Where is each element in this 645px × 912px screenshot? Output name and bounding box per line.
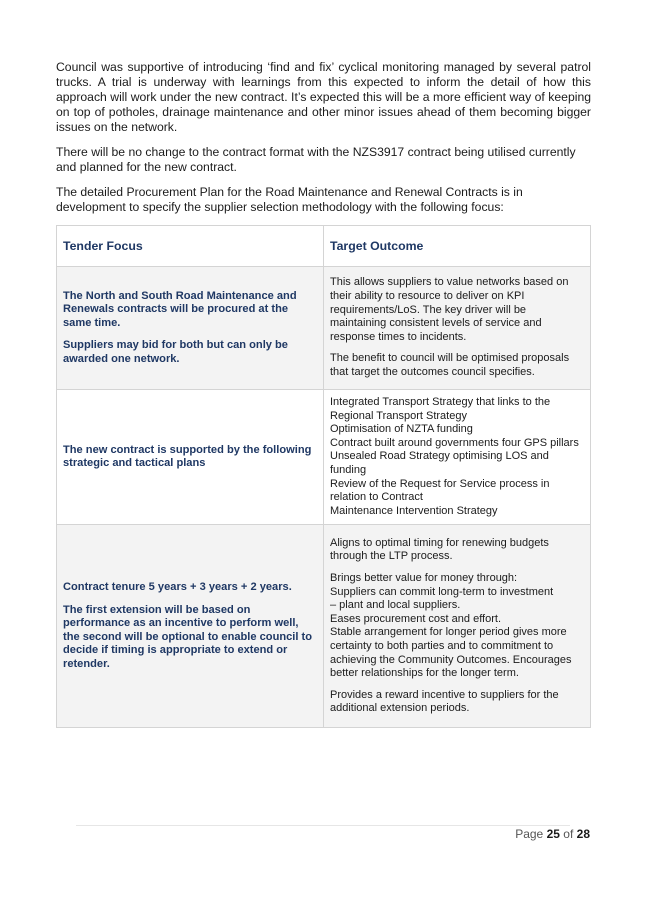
outcome-text: Stable arrangement for longer period gives more certainty to both parties and to commitment to achieving the Community Outcomes. Encourages better relationships for the longer term.	[330, 626, 572, 680]
outcome-text: Contract built around governments four GPS pillars	[330, 436, 579, 449]
page-of: of	[563, 827, 574, 841]
tender-focus-cell	[57, 525, 324, 728]
intro-paragraph-2: There will be no change to the contract format with the NZS3917 contract being utilised currently and planned for the new contract.	[56, 145, 576, 174]
focus-text: The first extension will be based on performance as an incentive to perform well, the second will be optional to enable council to decide if timing is appropriate to extend or retender.	[63, 603, 313, 671]
outcome-text: Review of the Request for Service process in relation to Contract	[330, 477, 550, 504]
focus-text: Contract tenure 5 years + 3 years + 2 years.	[63, 581, 292, 594]
outcome-text: Eases procurement cost and effort.	[330, 612, 501, 625]
header-target-outcome: Target Outcome	[324, 226, 591, 267]
outcome-text: Provides a reward incentive to suppliers for the additional extension periods.	[330, 688, 559, 715]
current-page: 25	[546, 827, 560, 841]
document-page	[56, 60, 591, 728]
outcome-text: Brings better value for money through:	[330, 571, 518, 584]
focus-text: Suppliers may bid for both but can only be awarded one network.	[63, 339, 288, 365]
table-row	[57, 267, 591, 390]
outcome-text: This allows suppliers to value networks based on their ability to resource to deliver on KPI requirements/LoS. The key driver will be maintaining consistent levels of service and response times to incidents.	[330, 276, 569, 343]
outcome-text: Suppliers can commit long-term to investment	[330, 585, 554, 598]
outcome-text: Aligns to optimal timing for renewing budgets through the LTP process.	[330, 536, 549, 563]
outcome-text: The benefit to council will be optimised proposals that target the outcomes council specifies.	[330, 352, 570, 378]
total-pages: 28	[576, 827, 590, 841]
table-header-row	[57, 226, 591, 267]
table-row	[57, 525, 591, 728]
footer-divider	[76, 825, 570, 826]
focus-text: The new contract is supported by the following strategic and tactical plans	[63, 443, 312, 470]
intro-paragraph-1: Council was supportive of introducing ‘find and fix’ cyclical monitoring managed by several patrol trucks. A trial is underway with learnings from this expected to inform the detail of how this approach will work under the new contract. It’s expected this will be a more efficient way of keeping on top of potholes, drainage maintenance and other minor issues ahead of them becoming bigger issues on the network.	[56, 60, 591, 134]
page-number	[515, 827, 590, 841]
tender-focus-cell	[57, 390, 324, 525]
outcome-text: Maintenance Intervention Strategy	[330, 504, 498, 517]
outcome-text: Optimisation of NZTA funding	[330, 423, 473, 436]
outcome-text: Unsealed Road Strategy optimising LOS and funding	[330, 450, 549, 476]
tender-focus-cell	[57, 267, 324, 390]
header-tender-focus: Tender Focus	[57, 226, 324, 267]
table-row	[57, 390, 591, 525]
outcome-text: Integrated Transport Strategy that links to the Regional Transport Strategy	[330, 396, 551, 422]
intro-paragraph-3: The detailed Procurement Plan for the Road Maintenance and Renewal Contracts is in development to specify the supplier selection methodology with the following focus:	[56, 185, 523, 214]
page-prefix: Page	[515, 827, 544, 841]
focus-text: The North and South Road Maintenance and Renewals contracts will be procured at the same time.	[63, 289, 297, 329]
outcome-text: – plant and local suppliers.	[330, 599, 461, 612]
target-outcome-cell	[324, 390, 591, 525]
target-outcome-cell	[324, 267, 591, 390]
target-outcome-cell	[324, 525, 591, 728]
procurement-focus-table	[56, 225, 591, 728]
